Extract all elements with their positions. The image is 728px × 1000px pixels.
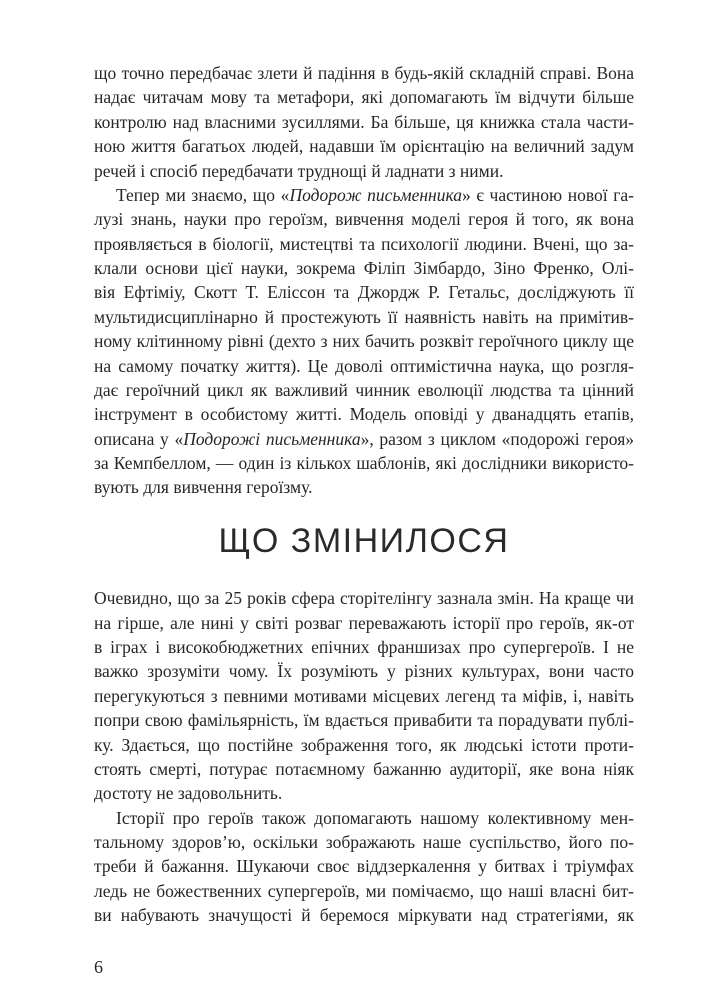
paragraph-2-line-13: вують для вивчення героїзму. [94, 477, 313, 498]
paragraph-3-line-1: Очевидно, що за 25 років сфера сторітелінгу зазнала змін. На краще чи [94, 588, 634, 609]
paragraph-2-line-1-end: » є частиною нової га- [461, 184, 634, 205]
paragraph-4-line-5: ви набувають значущості й беремося міркувати над стратегіями, як [94, 905, 634, 925]
paragraph-3-line-5: перегукуються з певними мотивами місцевих легенд та міфів, і, навіть [94, 685, 634, 706]
paragraph-3-line-2: на гірше, але нині у світі розваг переважають історії про героїв, як-от [94, 612, 634, 633]
paragraph-3-line-8: стоять смерті, потурає потаємному бажанню аудиторії, яке вона ніяк [94, 758, 634, 779]
paragraph-1-line-4: ною життя багатьох людей, надавши їм орієнтацію на величний задум [94, 136, 634, 157]
paragraph-2-line-12: за Кемпбеллом, — один із кількох шаблонів, які дослідники використо- [94, 452, 634, 473]
paragraph-3-line-4: важко зрозуміти чому. Їх розуміють у різних культурах, вони часто [94, 661, 634, 682]
paragraph-2-line-10: інструмент в особистому житті. Модель оповіді у дванадцять етапів, [94, 404, 634, 425]
page-number: 6 [94, 957, 103, 978]
paragraph-4-line-1: Історії про героїв також допомагають нашому колективному мен- [116, 807, 634, 828]
paragraph-2-line-11 [94, 429, 634, 449]
paragraph-2-line-8: на самому початку життя). Це доволі оптимістична наука, що розгля- [94, 355, 634, 376]
book-title-italic: Подорожі письменника [183, 428, 361, 449]
paragraph-4-line-3: треби й бажання. Шукаючи своє віддзеркалення у битвах і тріумфах [94, 856, 634, 877]
paragraph-2-line-3: проявляється в біології, мистецтві та психології людини. Вчені, що за- [94, 233, 634, 254]
paragraph-2-line-5: вія Ефтіміу, Скотт Т. Еліссон та Джордж Р. Гетальс, досліджують її [94, 282, 634, 303]
paragraph-2-line-6: мультидисциплінарно й простежують її наявність навіть на примітив- [94, 306, 634, 327]
paragraph-1-line-3: контролю над власними зусиллями. Ба більше, ця книжка стала части- [94, 111, 634, 132]
section-heading: ЩО ЗМІНИЛОСЯ [218, 522, 510, 561]
paragraph-2-line-4: клали основи цієї науки, зокрема Філіп Зімбардо, Зіно Френко, Олі- [94, 258, 634, 278]
paragraph-1-line-1: що точно передбачає злети й падіння в будь-якій складній справі. Вона [94, 63, 634, 83]
paragraph-3-line-3: в іграх і високобюджетних епічних франшизах про супергероїв. І не [94, 637, 634, 657]
paragraph-4-line-2: тальному здоров’ю, оскільки зображають наше суспільство, його по- [94, 831, 634, 852]
paragraph-1-line-2: надає читачам мову та метафори, які допомагають їм відчути більше [94, 87, 634, 108]
paragraph-2-line-11-end: », разом з циклом «подорожі героя» [360, 428, 634, 449]
paragraph-1-line-5: речей і спосіб передбачати труднощі й ладнати з ними. [94, 160, 504, 181]
book-title-italic: Подорож письменника [289, 184, 462, 205]
paragraph-2-line-1-start: Тепер ми знаємо, що « [116, 184, 290, 205]
paragraph-3-line-7: ку. Здається, що постійне зображення того, як людські істоти проти- [94, 734, 634, 755]
paragraph-2-line-1 [116, 185, 634, 205]
paragraph-2-line-7: ному клітинному рівні (дехто з них бачить розквіт героїчного циклу ще [94, 331, 634, 352]
paragraph-3-line-6: попри свою фамільярність, їм вдається привабити та порадувати публі- [94, 710, 634, 731]
paragraph-2-line-11-start: описана у « [94, 428, 184, 449]
paragraph-2-line-2: лузі знань, науки про героїзм, вивчення моделі героя й того, як вона [94, 209, 634, 230]
paragraph-2-line-9: дає героїчний цикл як важливий чинник еволюції людства та цінний [94, 379, 634, 400]
paragraph-4-line-4: ледь не божественних супергероїв, ми помічаємо, що наші власні бит- [94, 880, 634, 901]
paragraph-3-line-9: достоту не задовольнить. [94, 783, 283, 804]
